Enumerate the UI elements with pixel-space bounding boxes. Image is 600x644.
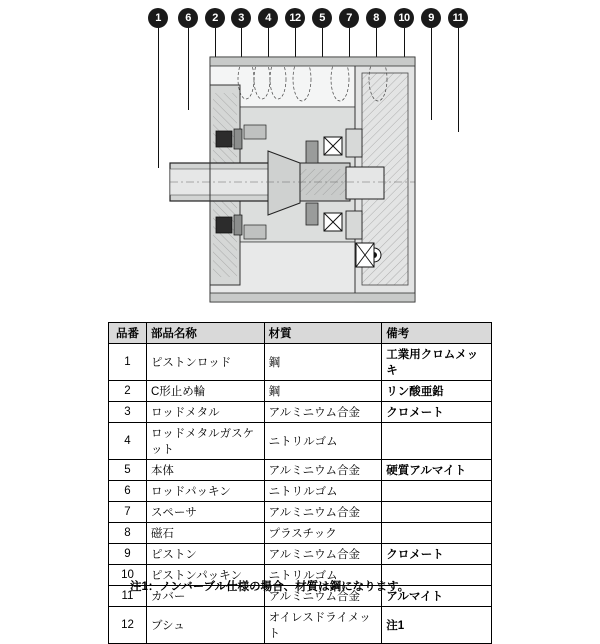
table-row xyxy=(109,460,492,481)
cell-no: 8 xyxy=(109,523,147,544)
cell-remarks: クロメート xyxy=(382,402,492,423)
cell-name: ピストンロッド xyxy=(146,344,264,381)
cell-material: 鋼 xyxy=(264,381,382,402)
table-row xyxy=(109,423,492,460)
column-header-remarks: 備考 xyxy=(382,323,492,344)
cell-material: アルミニウム合金 xyxy=(264,402,382,423)
table-row xyxy=(109,481,492,502)
table-row xyxy=(109,402,492,423)
cell-material: アルミニウム合金 xyxy=(264,460,382,481)
cell-no: 6 xyxy=(109,481,147,502)
callout-number: 9 xyxy=(421,8,441,28)
footnote: 注1：ノンバーブル仕様の場合、材質は鋼になります。 xyxy=(130,581,410,593)
cell-no: 1 xyxy=(109,344,147,381)
callout-leader-line xyxy=(458,28,459,132)
table-header-row xyxy=(109,323,492,344)
cell-material: プラスチック xyxy=(264,523,382,544)
cell-remarks: 硬質アルマイト xyxy=(382,460,492,481)
callout-number: 10 xyxy=(394,8,414,28)
callout-number: 6 xyxy=(178,8,198,28)
cell-material: ニトリルゴム xyxy=(264,481,382,502)
parts-list-table xyxy=(108,322,492,644)
callout-number: 4 xyxy=(258,8,278,28)
cell-remarks: 工業用クロムメッキ xyxy=(382,344,492,381)
column-header-material: 材質 xyxy=(264,323,382,344)
cell-no: 5 xyxy=(109,460,147,481)
cell-no: 3 xyxy=(109,402,147,423)
cell-remarks: アルマイト xyxy=(382,586,492,607)
cell-remarks xyxy=(382,423,492,460)
table-row xyxy=(109,607,492,644)
cell-remarks: クロメート xyxy=(382,544,492,565)
cell-name: ロッドパッキン xyxy=(146,481,264,502)
table-row xyxy=(109,344,492,381)
column-header-no: 品番 xyxy=(109,323,147,344)
cell-material: オイレスドライメット xyxy=(264,607,382,644)
cell-no: 2 xyxy=(109,381,147,402)
cell-name: ピストン xyxy=(146,544,264,565)
cell-remarks xyxy=(382,502,492,523)
cell-name: 本体 xyxy=(146,460,264,481)
column-header-name: 部品名称 xyxy=(146,323,264,344)
callout-number: 12 xyxy=(285,8,305,28)
callout-number: 5 xyxy=(312,8,332,28)
table-row xyxy=(109,544,492,565)
cell-no: 7 xyxy=(109,502,147,523)
cell-remarks xyxy=(382,523,492,544)
cell-name: ロッドメタルガスケット xyxy=(146,423,264,460)
table-body xyxy=(109,344,492,644)
cell-material: ニトリルゴム xyxy=(264,565,382,586)
cell-name: ブシュ xyxy=(146,607,264,644)
table-row xyxy=(109,381,492,402)
callout-number: 2 xyxy=(205,8,225,28)
cell-no: 4 xyxy=(109,423,147,460)
callout-number: 8 xyxy=(366,8,386,28)
cell-no: 10 xyxy=(109,565,147,586)
cell-no: 12 xyxy=(109,607,147,644)
table-header xyxy=(109,323,492,344)
cell-remarks: リン酸亜鉛 xyxy=(382,381,492,402)
cell-name: C形止め輪 xyxy=(146,381,264,402)
cell-material: ニトリルゴム xyxy=(264,423,382,460)
cell-name: カバー xyxy=(146,586,264,607)
cell-remarks: 注1 xyxy=(382,607,492,644)
callout-number-row xyxy=(0,0,600,50)
cell-name: 磁石 xyxy=(146,523,264,544)
cell-no: 11 xyxy=(109,586,147,607)
cell-material: アルミニウム合金 xyxy=(264,502,382,523)
callout-number: 7 xyxy=(339,8,359,28)
callout-number: 1 xyxy=(148,8,168,28)
cell-name: ロッドメタル xyxy=(146,402,264,423)
cell-material: アルミニウム合金 xyxy=(264,586,382,607)
callout-number: 3 xyxy=(231,8,251,28)
cell-no: 9 xyxy=(109,544,147,565)
cell-remarks xyxy=(382,481,492,502)
cell-name: スペーサ xyxy=(146,502,264,523)
cell-material: 鋼 xyxy=(264,344,382,381)
cylinder-cross-section-drawing xyxy=(150,45,450,315)
cell-material: アルミニウム合金 xyxy=(264,544,382,565)
cell-name: ピストンパッキン xyxy=(146,565,264,586)
table-row xyxy=(109,523,492,544)
callout-number: 11 xyxy=(448,8,468,28)
table-row xyxy=(109,502,492,523)
